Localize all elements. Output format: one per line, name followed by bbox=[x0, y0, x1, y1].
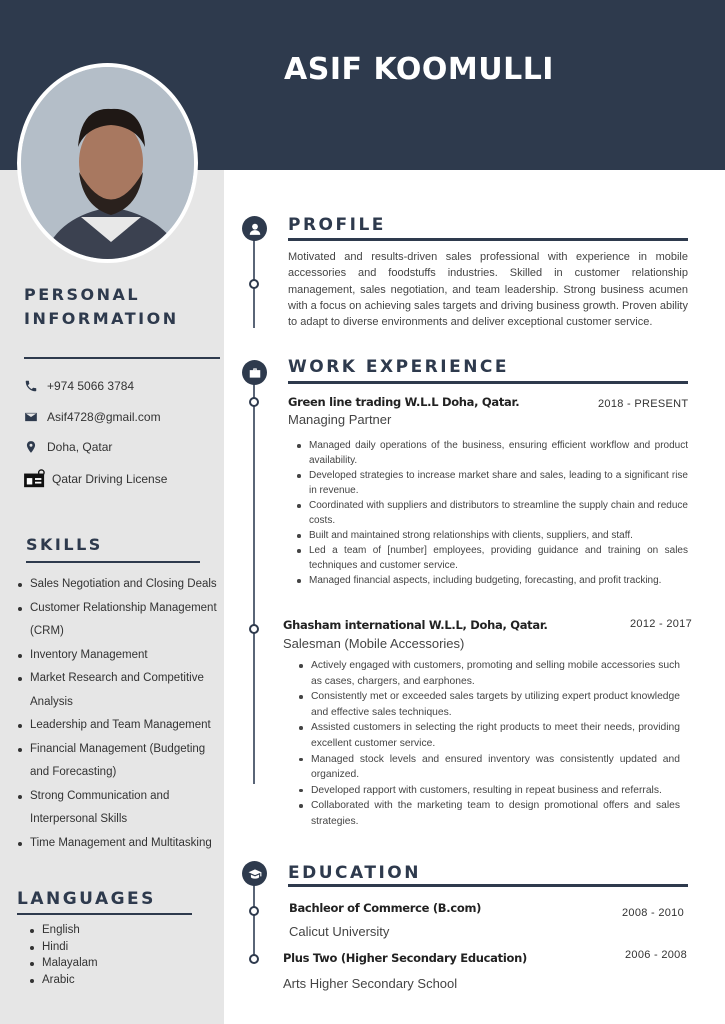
skill-item: Market Research and Competitive Analysis bbox=[16, 667, 226, 714]
job-company: Green line trading W.L.L Doha, Qatar. bbox=[288, 395, 520, 409]
divider bbox=[288, 884, 688, 887]
job-years: 2018 - PRESENT bbox=[598, 398, 689, 410]
divider bbox=[288, 381, 688, 384]
language-item: Arabic bbox=[28, 972, 98, 989]
profile-summary: Motivated and results-driven sales professional with experience in mobile accessories and foodstuffs industries. Skilled in customer relationship management, sales negotiation, and team leadership. Strong business acumen with a focus on achieving sales targets and driving business growth. Proven ability to adapt to diverse environments and deliver exceptional customer service. bbox=[288, 251, 688, 329]
phone-number: +974 5066 3784 bbox=[47, 379, 135, 393]
job-bullet: Led a team of [number] employees, providing guidance and training on sales techniques and customer service. bbox=[295, 543, 688, 573]
job-bullet: Consistently met or exceeded sales targets by utilizing expert product knowledge and effective sales techniques. bbox=[297, 689, 680, 720]
profile-photo bbox=[17, 63, 198, 263]
contact-location bbox=[24, 440, 112, 454]
language-item: Hindi bbox=[28, 939, 98, 956]
divider bbox=[24, 357, 220, 359]
divider bbox=[26, 561, 200, 563]
skill-item: Sales Negotiation and Closing Deals bbox=[16, 573, 226, 597]
briefcase-icon bbox=[242, 360, 267, 385]
job-role: Managing Partner bbox=[288, 412, 392, 427]
skill-item: Inventory Management bbox=[16, 644, 226, 668]
job-bullet: Developed rapport with customers, resulting in repeat business and referrals. bbox=[297, 783, 680, 799]
timeline-dot bbox=[249, 954, 259, 964]
timeline-line bbox=[253, 372, 255, 784]
education-degree: Bachleor of Commerce (B.com) bbox=[289, 901, 482, 915]
contact-phone bbox=[24, 379, 134, 393]
job-bullets bbox=[295, 438, 688, 588]
job-years: 2012 - 2017 bbox=[630, 618, 693, 630]
profile-heading: PROFILE bbox=[288, 215, 386, 235]
timeline-dot bbox=[249, 624, 259, 634]
job-bullet: Actively engaged with customers, promoting and selling mobile accessories such as cases, chargers, and earphones. bbox=[297, 658, 680, 689]
skills-heading: SKILLS bbox=[26, 535, 103, 554]
education-school: Calicut University bbox=[289, 924, 390, 939]
job-bullet: Managed daily operations of the business, ensuring efficient workflow and product availability. bbox=[295, 438, 688, 468]
language-item: English bbox=[28, 922, 98, 939]
education-years: 2006 - 2008 bbox=[625, 949, 688, 961]
location: Doha, Qatar bbox=[47, 440, 113, 454]
languages-heading: LANGUAGES bbox=[17, 889, 156, 909]
language-item: Malayalam bbox=[28, 955, 98, 972]
work-experience-heading: WORK EXPERIENCE bbox=[288, 357, 510, 377]
personal-info-heading bbox=[24, 283, 179, 331]
education-years: 2008 - 2010 bbox=[622, 907, 685, 919]
skill-item: Strong Communication and Interpersonal Skills bbox=[16, 785, 226, 832]
education-heading: EDUCATION bbox=[288, 863, 421, 883]
heading-line: INFORMATION bbox=[24, 309, 179, 328]
driving-license: Qatar Driving License bbox=[52, 472, 168, 486]
email-address: Asif4728@gmail.com bbox=[47, 410, 161, 424]
job-bullets bbox=[297, 658, 680, 830]
profile-user-icon bbox=[242, 216, 267, 241]
heading-line: PERSONAL bbox=[24, 285, 141, 304]
skill-item: Customer Relationship Management (CRM) bbox=[16, 597, 226, 644]
divider bbox=[17, 913, 192, 915]
job-bullet: Developed strategies to increase market share and sales, leading to a significant rise in revenue. bbox=[295, 468, 688, 498]
skill-item: Time Management and Multitasking bbox=[16, 832, 226, 856]
contact-license bbox=[24, 469, 167, 489]
job-bullet: Built and maintained strong relationships with clients, suppliers, and staff. bbox=[295, 528, 688, 543]
timeline-dot bbox=[249, 279, 259, 289]
driving-license-icon bbox=[24, 469, 46, 489]
education-degree: Plus Two (Higher Secondary Education) bbox=[283, 951, 527, 965]
job-role: Salesman (Mobile Accessories) bbox=[283, 636, 465, 651]
divider bbox=[288, 238, 688, 241]
email-icon bbox=[24, 410, 38, 424]
job-bullet: Assisted customers in selecting the right products to meet their needs, providing excellent customer service. bbox=[297, 720, 680, 751]
contact-email bbox=[24, 410, 161, 424]
education-school: Arts Higher Secondary School bbox=[283, 976, 458, 991]
job-bullet: Coordinated with suppliers and distributors to streamline the supply chain and reduce costs. bbox=[295, 498, 688, 528]
timeline-dot bbox=[249, 906, 259, 916]
skill-item: Financial Management (Budgeting and Forecasting) bbox=[16, 738, 226, 785]
job-bullet: Managed financial aspects, including budgeting, forecasting, and profit tracking. bbox=[295, 573, 688, 588]
skill-item: Leadership and Team Management bbox=[16, 714, 226, 738]
timeline-dot bbox=[249, 397, 259, 407]
skills-list bbox=[16, 573, 226, 855]
timeline-line bbox=[253, 228, 255, 328]
languages-list bbox=[28, 922, 98, 988]
phone-icon bbox=[24, 379, 38, 393]
graduation-cap-icon bbox=[242, 861, 267, 886]
job-company: Ghasham international W.L.L, Doha, Qatar. bbox=[283, 618, 548, 632]
candidate-name: ASIF KOOMULLI bbox=[284, 52, 554, 87]
job-bullet: Managed stock levels and ensured inventory was consistently updated and organized. bbox=[297, 752, 680, 783]
location-pin-icon bbox=[24, 440, 38, 454]
job-bullet: Collaborated with the marketing team to design promotional offers and sales strategies. bbox=[297, 798, 680, 829]
